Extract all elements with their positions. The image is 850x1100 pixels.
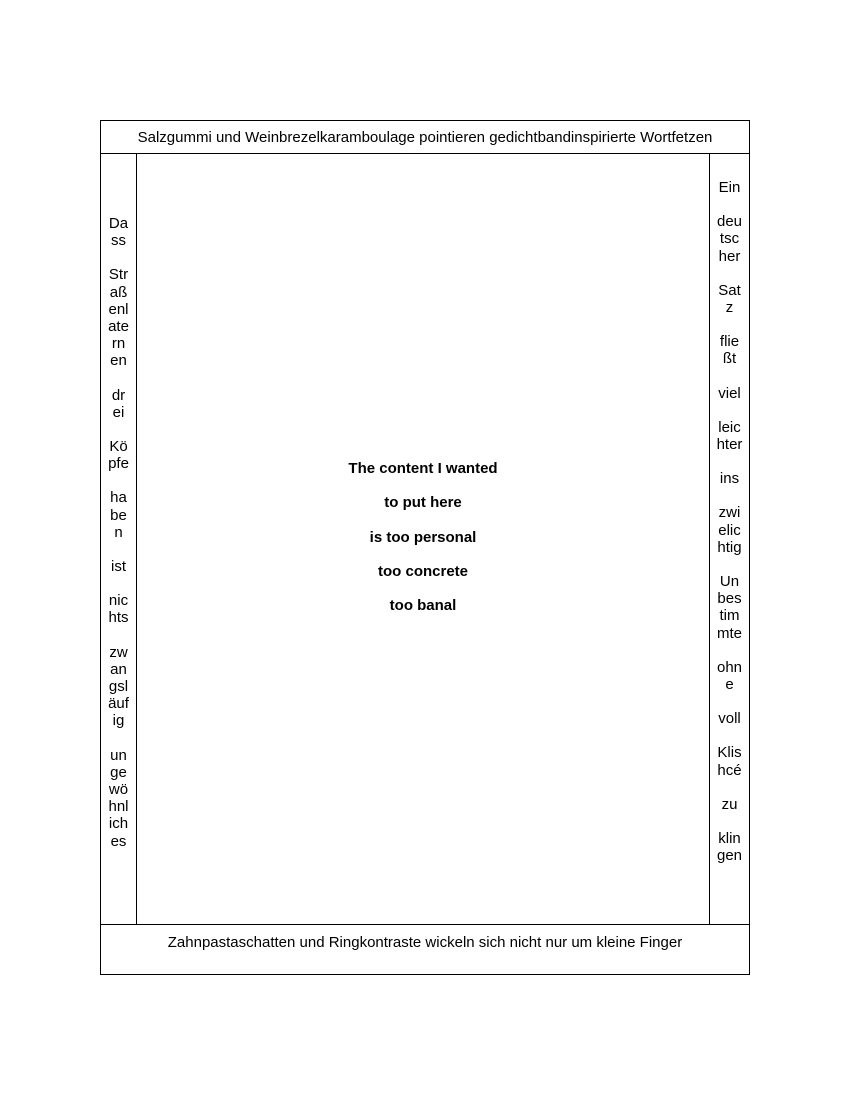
word-fragment: be — [110, 506, 127, 524]
column-word — [710, 179, 749, 196]
center-line: too concrete — [377, 562, 468, 580]
column-word — [710, 710, 749, 727]
word-fragment: hts — [108, 609, 129, 627]
column-word — [710, 419, 749, 453]
word-fragment: wö — [108, 781, 129, 799]
word-fragment: en — [110, 352, 127, 370]
right-column — [709, 154, 749, 924]
column-word — [710, 573, 749, 642]
word-fragment: deu — [716, 213, 743, 231]
word-fragment: klin — [718, 830, 741, 848]
word-fragment: ist — [111, 558, 126, 576]
word-fragment: htig — [717, 538, 742, 556]
column-word — [101, 215, 136, 249]
column-word — [710, 796, 749, 813]
word-fragment: ßt — [722, 350, 737, 368]
column-word — [710, 830, 749, 864]
word-fragment: her — [718, 247, 741, 265]
center-line: to put here — [384, 494, 462, 512]
column-word — [101, 644, 136, 730]
word-fragment: elic — [718, 521, 741, 539]
word-fragment: aß — [109, 283, 128, 301]
word-fragment: ei — [112, 403, 125, 421]
column-word — [710, 385, 749, 402]
word-fragment: Str — [108, 266, 129, 284]
center-panel — [137, 154, 709, 924]
column-word — [710, 504, 749, 556]
word-fragment: enl — [108, 300, 129, 318]
column-word — [101, 438, 136, 472]
center-line: is too personal — [369, 528, 477, 546]
word-fragment: mte — [716, 624, 742, 642]
word-fragment: zw — [109, 643, 128, 661]
word-fragment: e — [725, 676, 734, 694]
center-line: too banal — [389, 597, 457, 615]
word-fragment: hter — [716, 436, 743, 454]
word-fragment: tim — [719, 607, 740, 625]
left-column-words — [101, 215, 136, 867]
word-fragment: ich — [108, 815, 129, 833]
word-fragment: ha — [110, 489, 127, 507]
column-word — [710, 282, 749, 316]
word-fragment: Kö — [109, 438, 128, 456]
word-fragment: zu — [721, 795, 738, 813]
column-word — [101, 747, 136, 850]
column-word — [710, 213, 749, 265]
column-word — [101, 266, 136, 369]
center-line: The content I wanted — [348, 460, 498, 477]
header-text: Salzgummi und Weinbrezelkaramboulage pointieren gedichtbandinspirierte Wortfetzen — [101, 121, 749, 154]
word-fragment: Da — [108, 215, 129, 232]
word-fragment: Sat — [718, 281, 741, 299]
word-fragment: z — [725, 299, 734, 317]
word-fragment: ge — [110, 763, 127, 781]
word-fragment: flie — [719, 333, 740, 351]
word-fragment: Ein — [718, 179, 741, 196]
footer-text: Zahnpastaschatten und Ringkontraste wickeln sich nicht nur um kleine Finger — [101, 924, 749, 974]
right-column-words — [710, 179, 749, 881]
left-column — [101, 154, 137, 924]
word-fragment: ig — [112, 712, 125, 730]
word-fragment: voll — [718, 710, 741, 728]
word-fragment: pfe — [108, 455, 129, 473]
word-fragment: es — [110, 832, 127, 850]
word-fragment: hnl — [108, 798, 129, 816]
word-fragment: ins — [719, 470, 740, 488]
word-fragment: hcé — [717, 761, 742, 779]
word-fragment: nic — [108, 592, 129, 610]
word-fragment: gsl — [108, 678, 129, 696]
word-fragment: rn — [111, 335, 126, 353]
column-word — [710, 333, 749, 367]
word-fragment: an — [110, 660, 127, 678]
word-fragment: ss — [111, 232, 126, 250]
word-fragment: Klis — [717, 744, 742, 762]
column-word — [101, 558, 136, 575]
word-fragment: äuf — [108, 695, 129, 713]
column-word — [101, 387, 136, 421]
word-fragment: un — [110, 746, 127, 764]
word-fragment: leic — [718, 418, 741, 436]
page-frame — [100, 120, 750, 975]
center-message — [137, 460, 709, 631]
word-fragment: viel — [718, 384, 741, 402]
word-fragment: tsc — [719, 230, 740, 248]
column-word — [101, 489, 136, 541]
word-fragment: zwi — [718, 504, 741, 522]
column-word — [101, 592, 136, 626]
word-fragment: ohn — [716, 658, 743, 676]
word-fragment: Un — [719, 573, 740, 591]
word-fragment: bes — [717, 590, 742, 608]
word-fragment: dr — [111, 386, 126, 404]
word-fragment: n — [114, 523, 123, 541]
column-word — [710, 659, 749, 693]
column-word — [710, 470, 749, 487]
word-fragment: gen — [716, 847, 743, 865]
column-word — [710, 744, 749, 778]
word-fragment: ate — [108, 318, 129, 336]
